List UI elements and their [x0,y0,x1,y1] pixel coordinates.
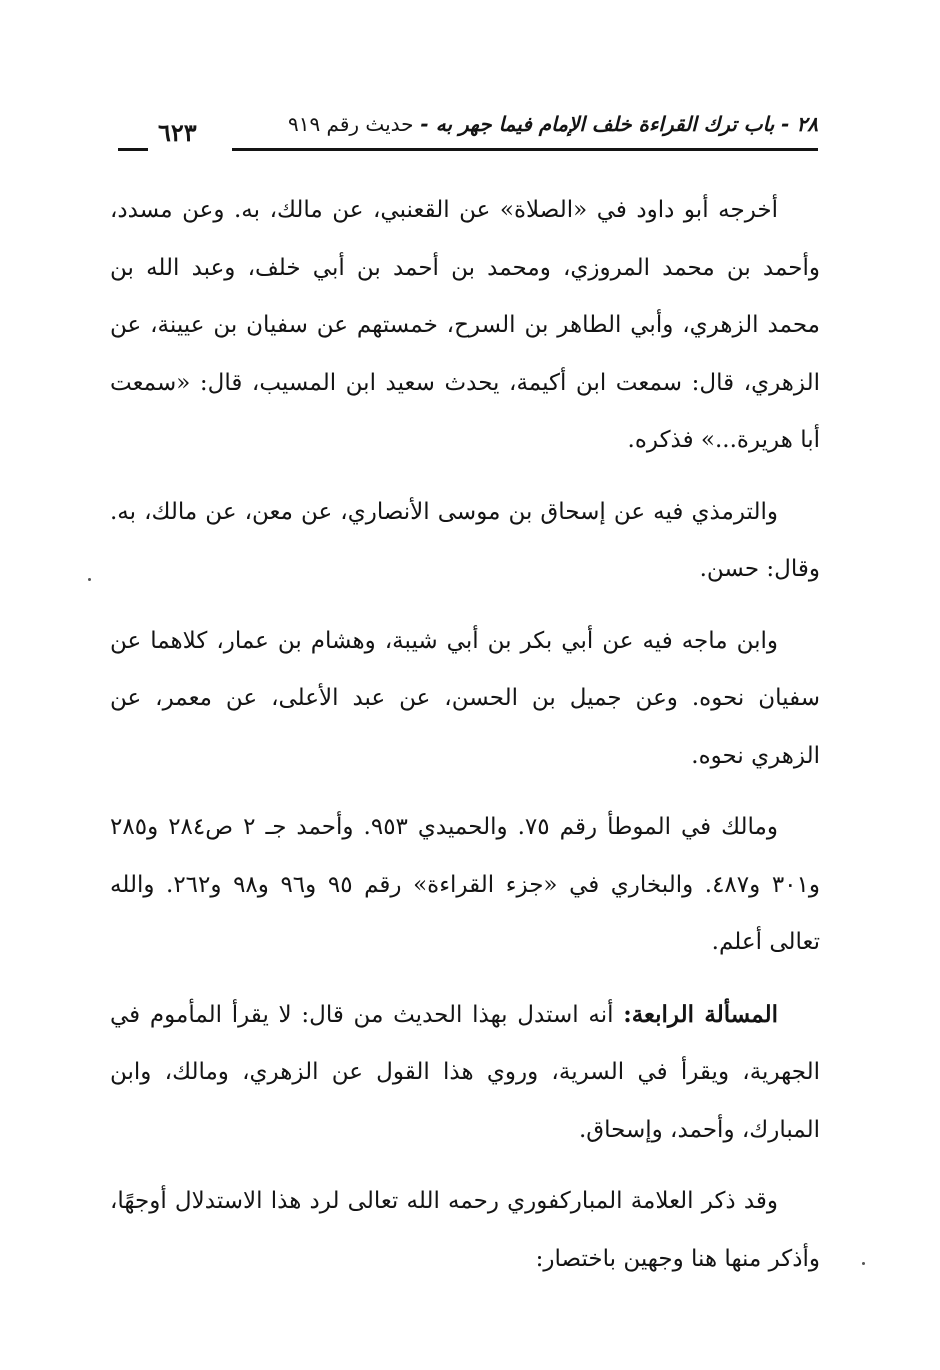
paragraph-abu-dawud [110,182,820,470]
paragraph-text: والترمذي فيه عن إسحاق بن موسى الأنصاري، عن معن، عن مالك، به. وقال: حسن. [110,498,820,582]
running-header [118,112,818,156]
paragraph-lead: المسألة الرابعة: [623,1000,778,1028]
paragraph-tirmidhi [110,484,820,599]
paragraph-text: وقد ذكر العلامة المباركفوري رحمه الله تعالى لرد هذا الاستدلال أوجهًا، وأذكر منها هنا وجهين باختصار: [110,1188,820,1272]
paragraph-fourth-issue [110,986,820,1160]
paragraph-text: وابن ماجه فيه عن أبي بكر بن أبي شيبة، وهشام بن عمار، كلاهما عن سفيان نحوه. وعن جميل بن الحسن، عن عبد الأعلى، عن معمر، عن الزهري نحوه. [110,627,820,769]
header-rule [232,148,818,151]
chapter-title-line [288,112,818,136]
title-separator: - [413,112,436,136]
chapter-title: ٢٨ - باب ترك القراءة خلف الإمام فيما جهر به [435,112,818,136]
hadith-number: حديث رقم ٩١٩ [287,112,414,136]
paragraph-ibn-majah [110,613,820,786]
scan-speck [88,578,91,581]
scan-speck [862,1262,865,1265]
page-number: ٦٢٣ [158,118,197,147]
paragraph-text: ومالك في الموطأ رقم ٧٥. والحميدي ٩٥٣. وأحمد جـ ٢ ص٢٨٤ و٢٨٥ و٣٠١ و٤٨٧. والبخاري في «جزء القراءة» رقم ٩٥ و٩٦ و٩٨ و٢٦٢. والله تعالى أعلم. [110,814,820,955]
paragraph-text: أخرجه أبو داود في «الصلاة» عن القعنبي، عن مالك، به. وعن مسدد، وأحمد بن محمد المروزي، ومحمد بن أحمد بن أبي خلف، وعبد الله بن محمد الزهري، وأبي الطاهر بن السرح، خمستهم عن سفيان بن عيينة، عن الزهري، قال: سمعت ابن أكيمة، يحدث سعيد ابن المسيب، قال: «سمعت أبا هريرة...» فذكره. [110,197,820,453]
page-number-dash [118,148,148,151]
paragraph-mubarakfuri [110,1173,820,1288]
body-text [110,182,820,1302]
paragraph-text: أنه استدل بهذا الحديث من قال: لا يقرأ المأموم في الجهرية، ويقرأ في السرية، وروي هذا القول عن الزهري، ومالك، وابن المبارك، وأحمد، وإسحاق. [110,1001,820,1143]
paragraph-malik [110,799,820,972]
